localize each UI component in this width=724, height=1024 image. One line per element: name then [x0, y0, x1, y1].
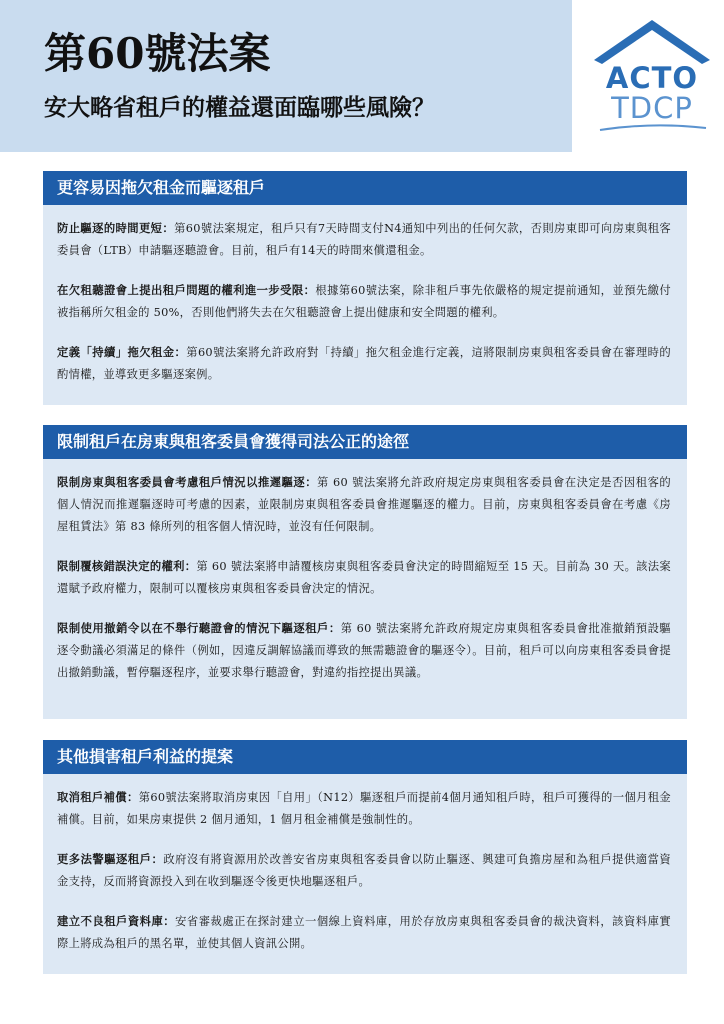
paragraph-text: 安省審裁處正在探討建立一個線上資料庫，用於存放房東與租客委員會的裁決資料，該資料庫實際上將成為租戶的黑名單，並使其個人資訊公開。: [57, 915, 671, 950]
paragraph-lead: 建立不良租戶資料庫：: [57, 914, 176, 928]
paragraph-text: 第60號法案規定，租戶只有7天時間支付N4通知中列出的任何欠款，否則房東即可向房東與租客委員會（LTB）申請驅逐聽證會。目前，租戶有14天的時間來償還租金。: [57, 222, 671, 257]
section-eviction-arrears: [43, 171, 687, 405]
page-title: 第60號法案: [44, 29, 271, 78]
section-access-to-justice: [43, 425, 687, 719]
paragraph-lead: 更多法警驅逐租戶：: [57, 852, 164, 866]
page-subtitle: 安大略省租戶的權益還面臨哪些風險？: [44, 94, 435, 121]
paragraph-text: 第 60 號法案將允許政府規定房東與租客委員會批准撤銷預設驅逐令動議必須滿足的條件（例如，因違反調解協議而導致的無需聽證會的驅逐令）。目前，租戶可以向房東租客委員會提出撤銷動議，暫停驅逐程序，並要求舉行聽證會，對違約指控提出異議。: [57, 622, 671, 679]
paragraph-text: 政府沒有將資源用於改善安省房東與租客委員會以防止驅逐、興建可負擔房屋和為租戶提供適當資金支持，反而將資源投入到在收到驅逐令後更快地驅逐租戶。: [57, 853, 672, 888]
section-heading: 限制租戶在房東與租客委員會獲得司法公正的途徑: [43, 425, 687, 459]
section-paragraph: [57, 617, 671, 684]
section-paragraph: [57, 279, 671, 324]
section-paragraph: [57, 471, 671, 538]
paragraph-lead: 取消租戶補償：: [57, 790, 139, 804]
paragraph-text: 第60號法案將取消房東因「自用」（N12）驅逐租戶而提前4個月通知租戶時，租戶可獲得的一個月租金補償。目前，如果房東提供 2 個月通知，1 個月租金補償是強制性的。: [57, 791, 671, 826]
section-heading: 其他損害租戶利益的提案: [43, 740, 687, 774]
paragraph-lead: 在欠租聽證會上提出租戶問題的權利進一步受限：: [57, 283, 316, 297]
acto-logo: [590, 18, 714, 136]
paragraph-lead: 限制房東與租客委員會考慮租戶情況以推遲驅逐：: [57, 475, 318, 489]
section-paragraph: [57, 786, 671, 831]
paragraph-lead: 定義「持續」拖欠租金：: [57, 345, 187, 359]
paragraph-text: 第 60 號法案將申請覆核房東與租客委員會決定的時間縮短至 15 天。目前為 30 天。該法案還賦予政府權力，限制可以覆核房東與租客委員會決定的情況。: [57, 560, 671, 595]
paragraph-lead: 限制使用撤銷令以在不舉行聽證會的情況下驅逐租戶：: [57, 621, 341, 635]
section-paragraph: [57, 910, 671, 955]
section-paragraph: [57, 341, 671, 386]
section-heading: 更容易因拖欠租金而驅逐租戶: [43, 171, 687, 205]
section-paragraph: [57, 555, 671, 600]
logo-acto-text: ACTO: [605, 61, 699, 95]
paragraph-text: 根據第60號法案，除非租戶事先依嚴格的規定提前通知，並預先繳付被指稱所欠租金的 50%，否則他們將失去在欠租聽證會上提出健康和安全問題的權利。: [57, 284, 671, 319]
logo-tdcp-text: TDCP: [611, 91, 693, 125]
paragraph-lead: 限制覆核錯誤決定的權利：: [57, 559, 197, 573]
section-other-proposals: [43, 740, 687, 974]
paragraph-text: 第60號法案將允許政府對「持續」拖欠租金進行定義，這將限制房東與租客委員會在審理時的酌情權，並導致更多驅逐案例。: [57, 346, 671, 381]
section-paragraph: [57, 848, 671, 893]
section-paragraph: [57, 217, 671, 262]
paragraph-lead: 防止驅逐的時間更短：: [57, 221, 175, 235]
paragraph-text: 第 60 號法案將允許政府規定房東與租客委員會在決定是否因租客的個人情況而推遲驅逐時可考慮的因素，並限制房東與租客委員會推遲驅逐的權力。目前，房東與租客委員會在考慮《房屋租賃法》第 83 條所列的租客個人情況時，並沒有任何限制。: [57, 476, 671, 533]
